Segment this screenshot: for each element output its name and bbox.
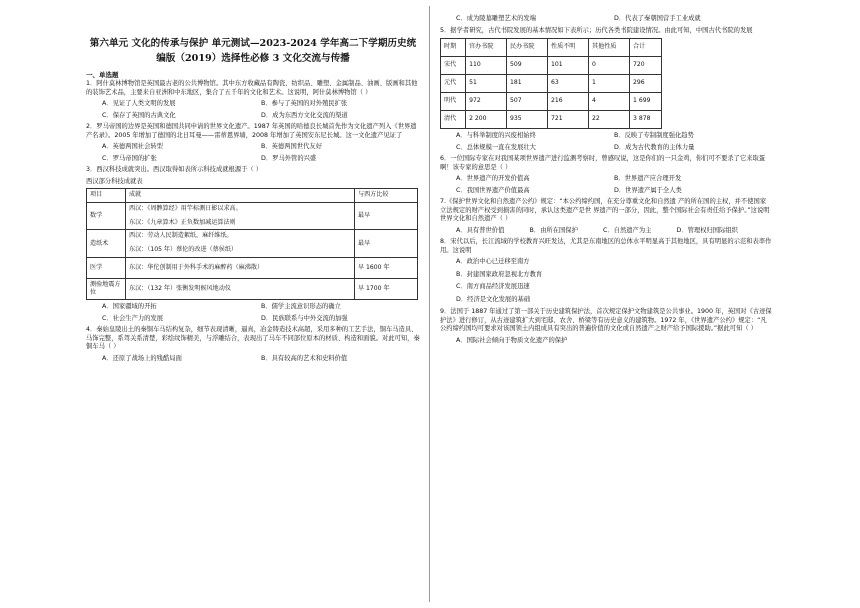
- option-a[interactable]: A．还原了战场上的残酷局面: [102, 354, 182, 362]
- option-a[interactable]: A．国家疆域的开拓: [102, 303, 157, 311]
- section-heading: 一、单选题: [86, 70, 119, 79]
- table-cell: 元代: [441, 75, 466, 93]
- table-cell: 医学: [87, 258, 126, 279]
- option-d[interactable]: D．成为古代教育的主体力量: [614, 143, 695, 151]
- cell-line: 东汉：华佗创制用于外科手术的麻醉药（麻沸散）: [129, 263, 264, 271]
- option-c[interactable]: C．社会生产力的发展: [102, 314, 164, 322]
- question-stem: 9．法国于 1887 年通过了第一部关于历史建筑保护法，首次规定保护文物建筑是公共事业。1900 年，英国对《古迹保护法》进行修订，从古迹建筑扩大到宅邸、农舍、桥梁等有历史意义的建筑物。1972 年，《世界遗产公约》规定：“凡公约缔约国均可要求对该国领土内组成具有突出的普遍价值的文化或自然遗产之财产给予国际援助。”据此可知（ ）: [440, 308, 772, 332]
- option-list-q4-continued: [456, 15, 772, 24]
- option-list: [102, 303, 420, 323]
- option-a[interactable]: A．与科举制度的兴废相始终: [456, 132, 536, 139]
- option-b[interactable]: B．封建国家政府忽视北方教育: [456, 270, 543, 278]
- table-caption: 西汉部分科技成就表: [86, 177, 143, 185]
- option-c[interactable]: C．我国世界遗产价值最高: [456, 186, 530, 194]
- question-3: [86, 166, 420, 323]
- table-cell: 早 1600 年: [355, 258, 418, 279]
- table-cell: 509: [507, 57, 548, 75]
- option-a[interactable]: A．见证了人类文明的发展: [102, 100, 176, 108]
- option-a[interactable]: A．政治中心已迁移至南方: [456, 258, 530, 265]
- option-list: [456, 175, 772, 195]
- table-cell: 1: [589, 75, 630, 93]
- table-cell: 721: [548, 111, 589, 129]
- column-divider: [429, 6, 430, 602]
- option-c[interactable]: C．总体规模一直在发展壮大: [456, 143, 536, 151]
- header-cell: 其他性质: [589, 39, 630, 57]
- table-cell: [126, 279, 355, 300]
- table-cell: 数学: [87, 202, 126, 230]
- option-b[interactable]: B．具有较高的艺术和史料价值: [261, 354, 348, 362]
- table-cell: 507: [507, 93, 548, 111]
- question-stem: 5．据学者研究，古代书院发展的基本情况如下表所示；历代各类书院建设情况。由此可知，中国古代书院的发展: [440, 26, 753, 34]
- option-c[interactable]: C．保存了英国的古典文化: [102, 111, 176, 119]
- table-header-row: [87, 189, 418, 202]
- option-list: [456, 227, 772, 236]
- table-row: [87, 202, 418, 230]
- header-cell: 与西方比较: [355, 189, 418, 202]
- table-cell: 22: [589, 111, 630, 129]
- table-cell: 清代: [441, 111, 466, 129]
- option-d[interactable]: D．经济是文化发展的基础: [456, 295, 531, 303]
- question-stem: 3．西汉科技成就突出。西汉取得如表所示科技成就根源于（ ）: [86, 166, 263, 174]
- table-cell: 0: [589, 57, 630, 75]
- header-cell: 官办书院: [466, 39, 507, 57]
- option-d[interactable]: D．管理权归国际组织: [676, 226, 738, 234]
- header-cell: 性质不明: [548, 39, 589, 57]
- table-cell: 3 878: [630, 111, 662, 129]
- option-c[interactable]: C．罗马帝国的扩张: [102, 154, 157, 162]
- option-c[interactable]: C．自然遗产为主: [602, 226, 652, 234]
- option-c[interactable]: C．南方商品经济发展迅速: [456, 283, 530, 290]
- question-stem: 2．罗马帝国的边界是英国和德国共同申请的世界文化遗产。1987 年英国的哈德良长城首先作为文化遗产列入《世界遗产名录》。2005 年增加了德国的北日耳曼——雷蒂恩界墙，2008 年增加了英国安东尼长城。这一文化遗产见证了: [86, 123, 417, 139]
- table-row: [441, 111, 662, 129]
- table-cell: 1 699: [630, 93, 662, 111]
- table-row: [441, 93, 662, 111]
- option-a[interactable]: A．具有普世价值: [456, 226, 505, 234]
- cell-line: 西汉：劳动人民制造絮纸，麻纤维纸。: [129, 232, 233, 240]
- question-7: [440, 198, 772, 235]
- option-list: [456, 132, 772, 152]
- header-cell: 合计: [630, 39, 662, 57]
- cell-line: 西汉：《周髀算经》用竿标测日影以求高。: [129, 204, 242, 212]
- left-column: [86, 0, 420, 366]
- question-8: [440, 238, 772, 304]
- option-d[interactable]: D．代表了秦朝国营手工业成就: [614, 15, 701, 22]
- table-cell: 4: [589, 93, 630, 111]
- question-9: [440, 308, 772, 345]
- academy-statistics-table: [440, 38, 662, 129]
- table-header-row: [441, 39, 662, 57]
- header-cell: 项目: [87, 189, 126, 202]
- question-4: [86, 326, 420, 363]
- header-cell: 时期: [441, 39, 466, 57]
- cell-line: 东汉：（105 年）蔡伦的改进（蔡侯纸）: [129, 246, 238, 254]
- option-b[interactable]: B．参与了英国的对外殖民扩张: [261, 100, 348, 108]
- table-cell: 2 200: [466, 111, 507, 129]
- question-6: [440, 155, 772, 195]
- table-cell: 宋代: [441, 57, 466, 75]
- cell-line: 东汉：（132 年）张衡发明候风地动仪: [129, 284, 231, 292]
- table-cell: 造纸术: [87, 230, 126, 258]
- table-cell: 最早: [355, 202, 418, 230]
- table-cell: 972: [466, 93, 507, 111]
- right-column: [440, 15, 772, 349]
- option-list: [102, 100, 420, 120]
- table-cell: 63: [548, 75, 589, 93]
- table-cell: [126, 258, 355, 279]
- table-cell: 935: [507, 111, 548, 129]
- table-cell: 明代: [441, 93, 466, 111]
- option-b[interactable]: B．由所在国保护: [529, 226, 578, 234]
- option-b[interactable]: B．英德两国世代友好: [261, 143, 322, 151]
- question-2: [86, 123, 420, 163]
- option-b[interactable]: B．世界遗产应合理开发: [614, 175, 682, 182]
- table-row: [87, 258, 418, 279]
- science-achievements-table: [86, 188, 418, 300]
- option-a[interactable]: A．国际社会倾向于物质文化遗产的保护: [456, 336, 568, 344]
- option-b[interactable]: B．儒学主流意识形态的确立: [261, 303, 341, 311]
- option-list: [456, 258, 772, 304]
- table-row: [441, 75, 662, 93]
- option-d[interactable]: D．世界遗产属于全人类: [614, 186, 682, 194]
- option-list: [102, 143, 420, 163]
- table-cell: 早 1700 年: [355, 279, 418, 300]
- table-row: [87, 230, 418, 258]
- option-c[interactable]: C．成为陵墓雕塑艺术的发端: [456, 15, 536, 22]
- table-cell: 720: [630, 57, 662, 75]
- table-cell: [126, 202, 355, 230]
- option-d[interactable]: D．成为东西方文化交流的渠道: [261, 111, 348, 119]
- question-stem: 1．阿什莫林博物馆是英国最古老的公共博物馆。其中东方收藏品有陶瓷、纺织品、雕塑、金属制品、油画、版画和其他的装饰艺术品，主要来自亚洲和中东地区，集合了五千年的文化和艺术。这说明，阿什莫林博物馆（ ）: [86, 80, 418, 96]
- table-cell: 最早: [355, 230, 418, 258]
- table-cell: 51: [466, 75, 507, 93]
- option-a[interactable]: A．世界遗产的开发价值高: [456, 175, 530, 182]
- option-d[interactable]: D．罗马外管的兴盛: [261, 154, 317, 162]
- question-stem: 4．秦始皇陵出土的秦铜车马结构复杂，细节表现清晰，逼真，冶金铸造技术高超，采用多种的工艺手法，铜车马造具、马饰完整，系驾关系清楚，彩绘纹饰精美，与浮雕结合，表现出了马车不同部位原本的材质、构造和面貌。对此可知，秦铜车马（ ）: [86, 326, 420, 351]
- cell-line: 东汉：《九章算术》正负数加减运算法则: [129, 218, 236, 226]
- table-row: [441, 57, 662, 75]
- table-cell: 181: [507, 75, 548, 93]
- header-cell: 民办书院: [507, 39, 548, 57]
- table-cell: 216: [548, 93, 589, 111]
- table-cell: [126, 230, 355, 258]
- question-stem: 8．宋代以后，长江流域的学校教育兴旺发达，尤其是东南地区的总体水平明显高于其他地区，具有明显的示范和表率作用。这说明: [440, 238, 772, 254]
- question-stem: 7.《保护世界文化和自然遗产公约》规定：“本公约缔约国，在充分尊重文化和自然遗 产的所在国的主权，并不使国家立法规定的财产权受到损害的同时，承认这类遗产是世 界遗产的一部分，因此，整个国际社会有责任给予保护。”这说明世界文化和自然遗产（ ）: [440, 198, 770, 222]
- table-cell: 296: [630, 75, 662, 93]
- table-row: [87, 279, 418, 300]
- table-cell: 101: [548, 57, 589, 75]
- question-stem: 6．一位国际专家在对我国某项世界遗产进行监测考察时，曾感叹说，这是你们的一只金鸡，你们可不要杀了它来取蛋啊！该专家的意思是（ ）: [440, 155, 766, 171]
- header-cell: 成就: [126, 189, 355, 202]
- question-5: [440, 27, 772, 153]
- question-1: [86, 80, 420, 120]
- option-a[interactable]: A．英德两国社会转型: [102, 143, 163, 151]
- option-b[interactable]: B．反映了专制制度强化趋势: [614, 132, 694, 139]
- option-list: [102, 355, 420, 364]
- page-title: 第六单元 文化的传承与保护 单元测试—2023-2024 学年高二下学期历史统编版（2019）选择性必修 3 文化交流与传播: [89, 38, 417, 64]
- table-cell: 110: [466, 57, 507, 75]
- table-cell: 测验地震方位: [87, 279, 126, 300]
- option-list: [456, 337, 772, 346]
- option-d[interactable]: D．民族联系与中外交流的加强: [261, 314, 348, 322]
